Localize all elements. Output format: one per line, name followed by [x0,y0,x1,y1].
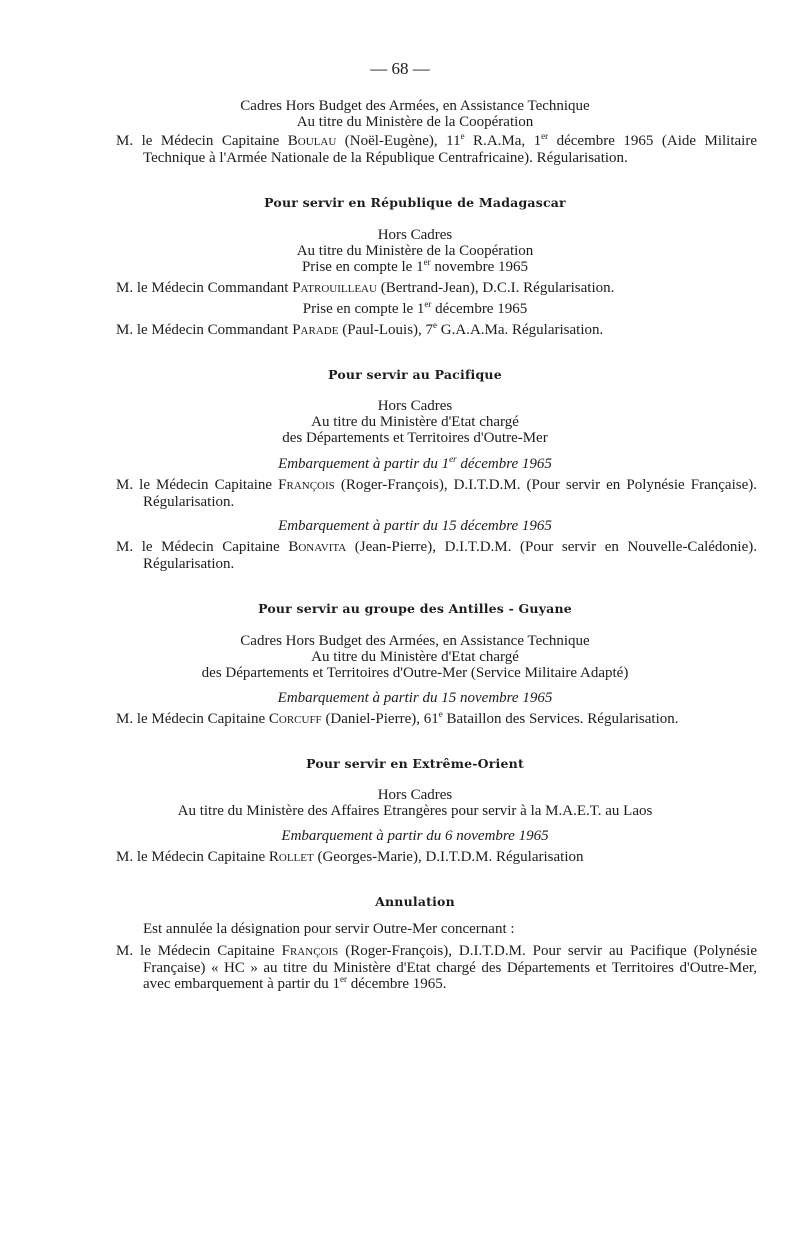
s5-line2: Au titre du Ministère des Affaires Etrangères pour servir à la M.A.E.T. au Laos [177,803,653,819]
s5-entry1: M. le Médecin Capitaine Rollet (Georges-Marie), D.I.T.D.M. Régularisation [116,849,584,865]
s4-line1: Cadres Hors Budget des Armées, en Assistance Technique [240,633,590,649]
s5-heading: Pour servir en Extrême-Orient [306,756,524,771]
s2-sub1: Prise en compte le 1er novembre 1965 [301,257,529,275]
s2-sub2: Prise en compte le 1er décembre 1965 [302,299,528,317]
s4-entry1: M. le Médecin Capitaine Corcuff (Daniel-Pierre), 61e Bataillon des Services. Régularisation. [116,709,679,727]
surname: Corcuff [268,711,322,727]
s3-heading: Pour servir au Pacifique [328,367,502,382]
s3-sub2: Embarquement à partir du 15 décembre 1965 [278,518,552,534]
s2-line2: Au titre du Ministère de la Coopération [296,243,534,259]
surname: Bonavita [288,539,347,555]
s4-line3: des Départements et Territoires d'Outre-Mer (Service Militaire Adapté) [201,665,629,681]
s2-heading: Pour servir en République de Madagascar [264,195,566,210]
s1-entry1: M. le Médecin Capitaine Boulau (Noël-Eugène), 11e R.A.Ma, 1er décembre 1965 (Aide Militaire Technique à l'Armée Nationale de la République Centrafricaine). Régularisation. [116,131,757,166]
surname: Patrouilleau [292,280,377,296]
s3-line1: Hors Cadres [377,398,453,414]
page-number: — 68 — [370,59,430,78]
s3-entry2: M. le Médecin Capitaine Bonavita (Jean-Pierre), D.I.T.D.M. (Pour servir en Nouvelle-Calédonie). Régularisation. [116,539,757,572]
s2-entry1: M. le Médecin Commandant Patrouilleau (Bertrand-Jean), D.C.I. Régularisation. [116,280,615,296]
s1-line2: Au titre du Ministère de la Coopération [296,114,534,130]
surname: François [281,943,339,959]
surname: François [278,477,335,493]
surname: Rollet [268,849,314,865]
s3-sub1: Embarquement à partir du 1er décembre 1965 [278,454,552,472]
s5-line1: Hors Cadres [377,787,453,803]
s6-entry1: M. le Médecin Capitaine François (Roger-François), D.I.T.D.M. Pour servir au Pacifique (Polynésie Française) « HC » au titre du Ministère d'Etat chargé des Départements et Territoires d'Outre-Mer, avec embarquement à partir du 1er décembre 1965. [116,943,757,992]
s4-line2: Au titre du Ministère d'Etat chargé [311,649,519,665]
s5-sub1: Embarquement à partir du 6 novembre 1965 [281,828,549,844]
surname: Parade [292,322,339,338]
s4-sub1: Embarquement à partir du 15 novembre 1965 [277,690,553,706]
surname: Boulau [287,133,337,149]
s1-line1: Cadres Hors Budget des Armées, en Assistance Technique [240,98,590,114]
s3-line2: Au titre du Ministère d'Etat chargé [311,414,519,430]
s3-entry1: M. le Médecin Capitaine François (Roger-François), D.I.T.D.M. (Pour servir en Polynésie Française). Régularisation. [116,477,757,510]
s4-heading: Pour servir au groupe des Antilles - Guyane [258,601,572,616]
s6-heading: Annulation [375,894,455,909]
s3-line3: des Départements et Territoires d'Outre-Mer [282,430,548,446]
s2-line1: Hors Cadres [377,227,453,243]
s2-entry2: M. le Médecin Commandant Parade (Paul-Louis), 7e G.A.A.Ma. Régularisation. [116,320,604,338]
s6-intro: Est annulée la désignation pour servir Outre-Mer concernant : [143,921,515,937]
